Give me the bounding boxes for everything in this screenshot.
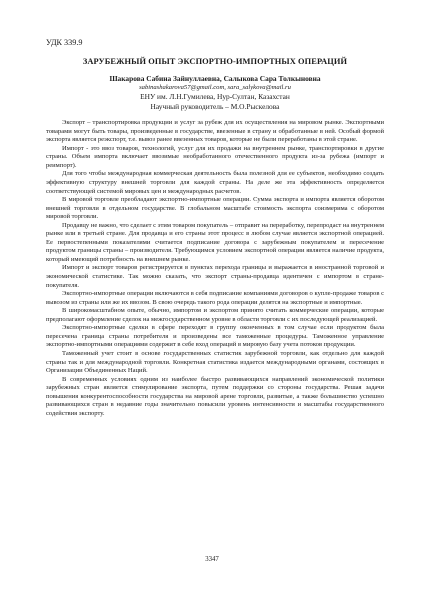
paragraph: В современных условиях одним из наиболее быстро развивающихся направлений экономической политики зарубежных стран является стимулирование экспорта, путем поддержки со стороны государства. Решая задачи повышения конкурентоспособности государства на мировой арене торговли, развитые, а также большинство успешно развивающихся стран в недавние годы значительно повысили уровень интенсивности и масштабы государственного содействия экспорту.	[46, 375, 384, 417]
paragraph: Для того чтобы международная коммерческая деятельность была полезной для ее субъектов, необходимо создать эффективную структуру внешней торговли для каждой страны. На деле же эта эффективность определяется соответствующей системой мировых цен и международных расчетов.	[46, 170, 384, 195]
paragraph: Импорт и экспорт товаров регистрируется в пунктах перехода границы и выражается в иностранной торговой и экономической статистике. Так можно сказать, что экспорт страны-продавца идентичен с импортом в стране-покупателя.	[46, 264, 384, 289]
udk-code: УДК 339.9	[46, 38, 83, 47]
article-body	[46, 119, 384, 418]
authors: Шакарова Сабина Зайнуллаевна, Салыкова Сара Толкыновна	[109, 74, 321, 83]
supervisor: Научный руководитель – М.О.Рыскелова	[150, 101, 280, 111]
paragraph: Экспортно-импортные операции включаются в себя подписание компаниями договоров о купле-продаже товаров с вывозом из страны или же их ввозом. В свою очередь такого рода операции делятся на экспортные и импортные.	[46, 290, 384, 306]
paragraph: Продавцу не важно, что сделает с этим товаром покупатель – отправит на переработку, перепродаст на внутреннем рынке или в третьей стране. Для продавца и его страны этот процесс в любом случае является экспортной операцией. Ее первостепенными показателями считается подписание договора с зарубежным покупателем и пересечение продуктом границы страны – производителя. Требующимся условием экспортной операции является наличие продукта, который имеющий потребность на внешнем рынке.	[46, 221, 384, 263]
page-number: 3347	[205, 556, 219, 563]
article-title: ЗАРУБЕЖНЫЙ ОПЫТ ЭКСПОРТНО-ИМПОРТНЫХ ОПЕРАЦИЙ	[82, 57, 348, 66]
paragraph: В широкомасштабном опыте, обычно, импортом и экспортом принято считать коммерческие операции, которые предполагают оформление сделок на межгосударственном уровне в области торговли с их последующей реализацией.	[46, 307, 384, 323]
paragraph: Экспорт – транспортировка продукции и услуг за рубеж для их осуществления на мировом рынке. Экспортными товарами могут быть товары, произведенные в государстве, ввезенные в страну и обработанные в ней. Особый формой экспорта является реэкспорт, т.е. вывоз ранее ввезенных товаров, которые не были переработаны в этой стране.	[46, 119, 384, 144]
author-emails: sabinashakarova57@gmail.com, sara_salykova@mail.ru	[139, 84, 291, 91]
paragraph: Таможенный учет стоит в основе государственных статистик зарубежной торговли, как отдельно для каждой страны так и для международной торговли. Конкретная статистика издается международными органами, состоящих в Организации Объединенных Наций.	[46, 349, 384, 375]
affiliation: ЕНУ им. Л.Н.Гумилева, Нур-Султан, Казахстан	[140, 92, 290, 101]
paragraph: Экспортно-импортные сделки в сфере переходят в группу оконченных в том случае если продуктом была пересечена граница страны потребителя и произведены все таможенные процедуры. Таможенное управление экспортно-импортными операциями содержит в себе вход операций в мировую базу учета потоков продукции.	[46, 324, 384, 349]
paragraph: В мировой торговле преобладают экспортно-импортные операции. Сумма экспорта и импорта является оборотом внешней торговли в отдельном государстве. В глобальном масштабе стоимость экспорта соизмерима с оборотом мировой торговли.	[46, 196, 384, 221]
paragraph: Импорт - это ввоз товаров, технологий, услуг для их продажи на внутреннем рынке, транспортировки в другие страны. Объем импорта включает ввозимые необработанного отечественного продукта из-за рубежа (импорт и реимпорт).	[46, 144, 384, 169]
